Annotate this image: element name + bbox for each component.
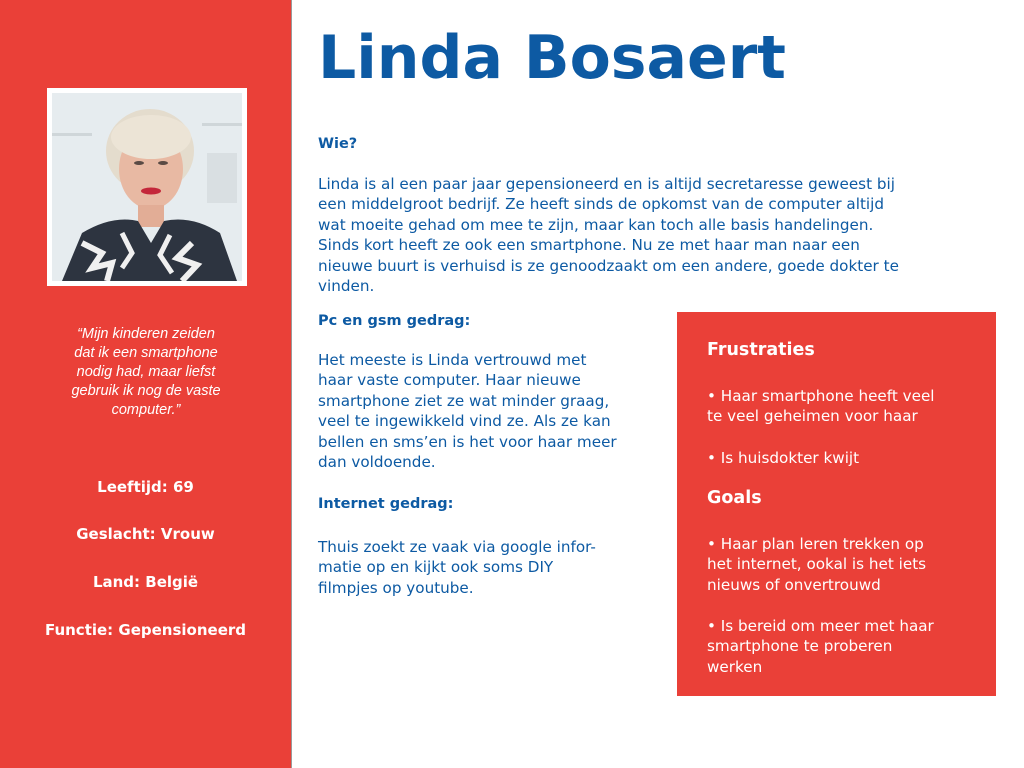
internet-line: filmpjes op youtube. xyxy=(318,578,474,597)
goal-line: het internet, ookal is het iets xyxy=(707,555,927,574)
quote-line: nodig had, maar liefst xyxy=(76,364,216,380)
quote-line: “Mijn kinderen zeiden xyxy=(77,326,215,342)
goal-line: smartphone te proberen xyxy=(707,637,893,656)
who-paragraph xyxy=(318,174,998,296)
who-line: Linda is al een paar jaar gepensioneerd en is altijd secretaresse geweest bij xyxy=(318,175,895,193)
frustrations-goals-panel xyxy=(677,312,996,696)
who-line: nieuwe buurt is verhuisd is ze genoodzaakt om een andere, goede dokter te xyxy=(318,256,899,275)
fact-occupation: Functie: Gepensioneerd xyxy=(44,621,247,639)
internet-heading: Internet gedrag: xyxy=(318,496,454,512)
fact-country: Land: België xyxy=(92,573,199,591)
quote-line: computer.” xyxy=(111,402,181,418)
goal-item xyxy=(707,616,987,677)
goal-line: • Haar plan leren trekken op xyxy=(707,535,924,553)
who-line: een middelgroot bedrijf. Ze heeft sinds de opkomst van de computer altijd xyxy=(318,195,884,214)
photo-frame xyxy=(47,88,247,286)
who-line: Sinds kort heeft ze ook een smartphone. Nu ze met haar man naar een xyxy=(318,236,860,255)
profile-sidebar xyxy=(0,0,291,768)
persona-quote xyxy=(30,325,262,420)
frustration-line: • Is huisdokter kwijt xyxy=(707,449,860,467)
persona-name: Linda Bosaert xyxy=(318,23,786,93)
pc-line: smartphone ziet ze wat minder graag, xyxy=(318,391,610,410)
portrait-photo xyxy=(52,93,242,281)
pc-paragraph xyxy=(318,350,668,472)
pc-heading: Pc en gsm gedrag: xyxy=(318,313,471,329)
who-line: vinden. xyxy=(318,277,375,296)
goals-heading: Goals xyxy=(707,488,762,508)
who-line: wat moeite gehad om mee te zijn, maar kan toch alle basis handelingen. xyxy=(318,215,874,234)
pc-line: veel te ingewikkeld vind ze. Als ze kan xyxy=(318,412,611,431)
frustration-line: te veel geheimen voor haar xyxy=(707,407,918,426)
goal-line: • Is bereid om meer met haar xyxy=(707,617,934,635)
internet-paragraph xyxy=(318,537,668,598)
goal-line: werken xyxy=(707,657,763,676)
quote-line: gebruik ik nog de vaste xyxy=(71,383,221,399)
frustration-line: • Haar smartphone heeft veel xyxy=(707,387,935,405)
fact-gender: Geslacht: Vrouw xyxy=(76,525,215,543)
sidebar-divider xyxy=(291,0,292,768)
pc-line: haar vaste computer. Haar nieuwe xyxy=(318,371,581,390)
pc-line: bellen en sms’en is het voor haar meer xyxy=(318,432,617,451)
internet-line: matie op en kijkt ook soms DIY xyxy=(318,558,554,577)
fact-age: Leeftijd: 69 xyxy=(97,478,194,496)
quote-line: dat ik een smartphone xyxy=(74,345,218,361)
who-heading: Wie? xyxy=(318,136,358,152)
goal-item xyxy=(707,534,987,595)
frustration-item xyxy=(707,386,987,427)
pc-line: Het meeste is Linda vertrouwd met xyxy=(318,351,587,369)
internet-line: Thuis zoekt ze vaak via google infor- xyxy=(318,538,596,556)
frustrations-heading: Frustraties xyxy=(707,340,815,360)
pc-line: dan voldoende. xyxy=(318,453,436,472)
frustration-item xyxy=(707,448,987,468)
goal-line: nieuws of onvertrouwd xyxy=(707,575,881,594)
